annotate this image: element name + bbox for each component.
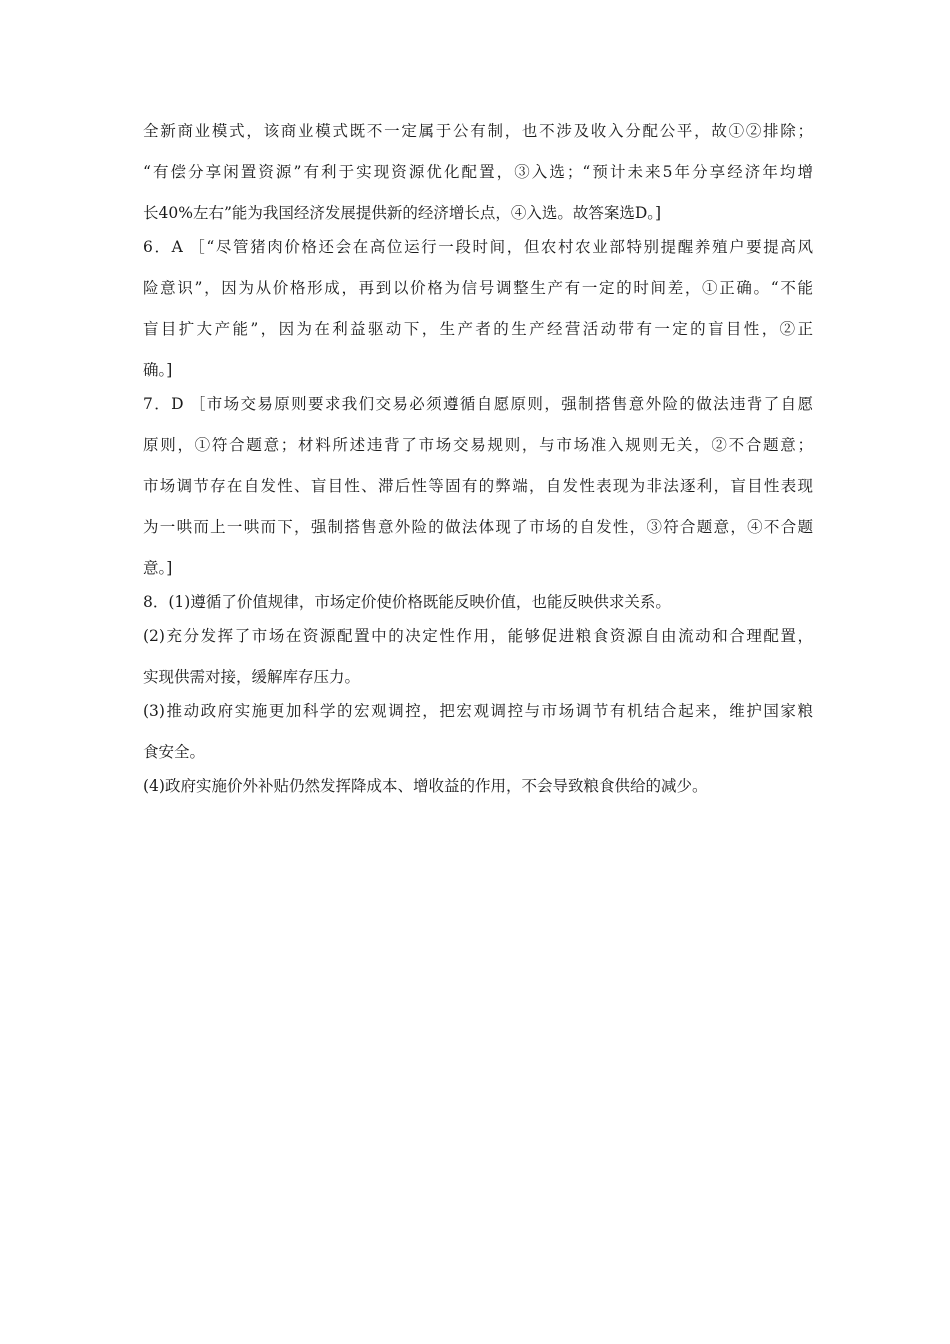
answer-text-body <box>143 121 813 796</box>
paragraph-answer-7 <box>143 394 813 578</box>
text-line: 全新商业模式，该商业模式既不一定属于公有制，也不涉及收入分配公平，故①②排除； <box>143 122 813 140</box>
paragraph-answer-5-continued <box>143 121 813 223</box>
text-line: 食安全。 <box>143 743 206 761</box>
text-line: 为一哄而上一哄而下，强制搭售意外险的做法体现了市场的自发性，③符合题意，④不合题 <box>143 518 813 536</box>
text-line: 实现供需对接，缓解库存压力。 <box>143 668 361 686</box>
text-line: 意。] <box>143 559 173 577</box>
text-line: “有偿分享闲置资源”有利于实现资源优化配置，③入选；“预计未来5年分享经济年均增 <box>143 163 813 181</box>
text-line: (4)政府实施价外补贴仍然发挥降成本、增收益的作用，不会导致粮食供给的减少。 <box>143 777 708 795</box>
text-line: (3)推动政府实施更加科学的宏观调控，把宏观调控与市场调节有机结合起来，维护国家粮 <box>143 702 813 720</box>
text-line: 险意识”，因为从价格形成，再到以价格为信号调整生产有一定的时间差，①正确。“不能 <box>143 279 813 297</box>
paragraph-answer-8-part-1 <box>143 592 813 612</box>
text-line: (2)充分发挥了市场在资源配置中的决定性作用，能够促进粮食资源自由流动和合理配置， <box>143 627 813 645</box>
text-line: 盲目扩大产能”，因为在利益驱动下，生产者的生产经营活动带有一定的盲目性，②正 <box>143 320 813 338</box>
text-line: 原则，①符合题意；材料所述违背了市场交易规则，与市场准入规则无关，②不合题意； <box>143 436 813 454</box>
text-line: 8．(1)遵循了价值规律，市场定价使价格既能反映价值，也能反映供求关系。 <box>143 593 671 611</box>
paragraph-answer-8-part-4 <box>143 776 813 796</box>
text-line: 7．D ［市场交易原则要求我们交易必须遵循自愿原则，强制搭售意外险的做法违背了自愿 <box>143 395 813 413</box>
text-line: 6．A ［“尽管猪肉价格还会在高位运行一段时间，但农村农业部特别提醒养殖户要提高风 <box>143 238 813 256</box>
text-line: 市场调节存在自发性、盲目性、滞后性等固有的弊端，自发性表现为非法逐利，盲目性表现 <box>143 477 813 495</box>
text-line: 长40%左右”能为我国经济发展提供新的经济增长点，④入选。故答案选D。] <box>143 204 662 222</box>
paragraph-answer-8-part-3 <box>143 701 813 762</box>
text-line: 确。] <box>143 361 173 379</box>
paragraph-answer-6 <box>143 237 813 380</box>
paragraph-answer-8-part-2 <box>143 626 813 687</box>
